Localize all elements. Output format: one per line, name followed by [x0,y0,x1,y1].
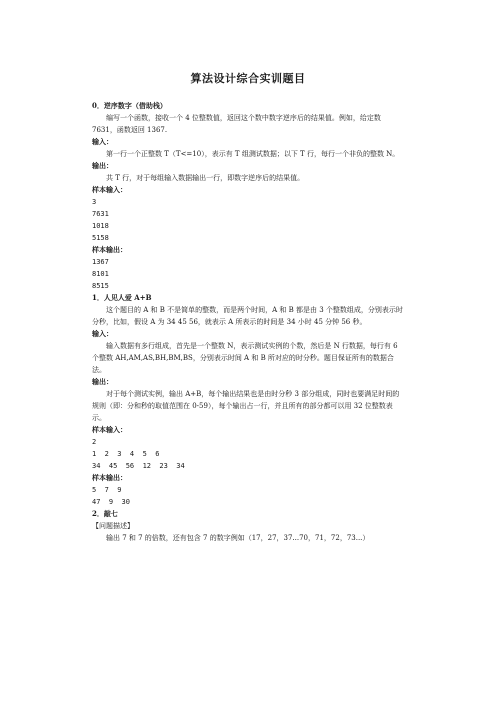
output-label: 输出： [92,161,113,170]
sample-output-line: 8101 [92,270,109,278]
output-label: 输出： [92,377,113,386]
output-text: 共 T 行，对于每组输入数据输出一行，即数字逆序后的结果值。 [106,174,305,182]
sample-input-line: 5158 [92,234,109,242]
section-heading: 1．人见人爱 A+B [92,293,152,302]
sample-input-line: 7631 [92,210,109,218]
input-text: 第一行一个正整数 T（T<=10），表示有 T 组测试数据；以下 T 行，每行一个非负的整数 N。 [106,150,400,158]
sample-output-line: 47 9 30 [92,498,130,506]
input-label: 输入： [92,137,113,146]
input-label: 输入： [92,329,113,338]
section-paragraph: 编写一个函数，接收一个 4 位整数值，返回这个数中数字逆序后的结果值。例如，给定数 7631，函数返回 1367. [92,114,381,134]
section-subheading: 【问题描述】 [92,522,134,530]
input-text: 输入数据有多行组成，首先是一个整数 N，表示测试实例的个数，然后是 N 行数据，每行有 6 个整数 AH,AM,AS,BH,BM,BS，分别表示时间 A 和 B 所对应的时分秒。题目保证所有的数据合法。 [92,342,398,374]
sample-output-line: 5 7 9 [92,486,122,494]
sample-input-line: 1018 [92,222,109,230]
section-heading: 0．逆序数字（借助栈） [92,101,167,110]
section-paragraph: 输出 7 和 7 的倍数，还有包含 7 的数字例如（17，27，37...70，71，72，73...） [106,534,370,542]
sample-output-label: 样本输出： [92,473,127,482]
sample-input-line: 2 [92,438,97,446]
document-content [92,100,406,544]
sample-input-line: 34 45 56 12 23 34 [92,462,185,470]
sample-output-line: 1367 [92,258,109,266]
sample-output-label: 样本输出： [92,245,127,254]
sample-input-label: 样本输入： [92,185,127,194]
output-text: 对于每个测试实例，输出 A+B，每个输出结果也是由时分秒 3 部分组成，同时也要满足时间的规则（即：分和秒的取值范围在 0-59），每个输出占一行，并且所有的部分都可以用 32 位整数表示。 [92,390,400,422]
sample-input-label: 样本输入： [92,425,127,434]
sample-input-line: 3 [92,198,97,206]
document-title: 算法设计综合实训题目 [190,72,306,85]
sample-input-line: 1 2 3 4 5 6 [92,450,160,458]
section-heading: 2．敲七 [92,509,118,518]
section-paragraph: 这个题目的 A 和 B 不是简单的整数，而是两个时间，A 和 B 都是由 3 个整数组成，分别表示时分秒，比如，假设 A 为 34 45 56，就表示 A 所表示的时间是 34 小时 45 分钟 56 秒。 [92,306,403,326]
sample-output-line: 8515 [92,282,109,290]
